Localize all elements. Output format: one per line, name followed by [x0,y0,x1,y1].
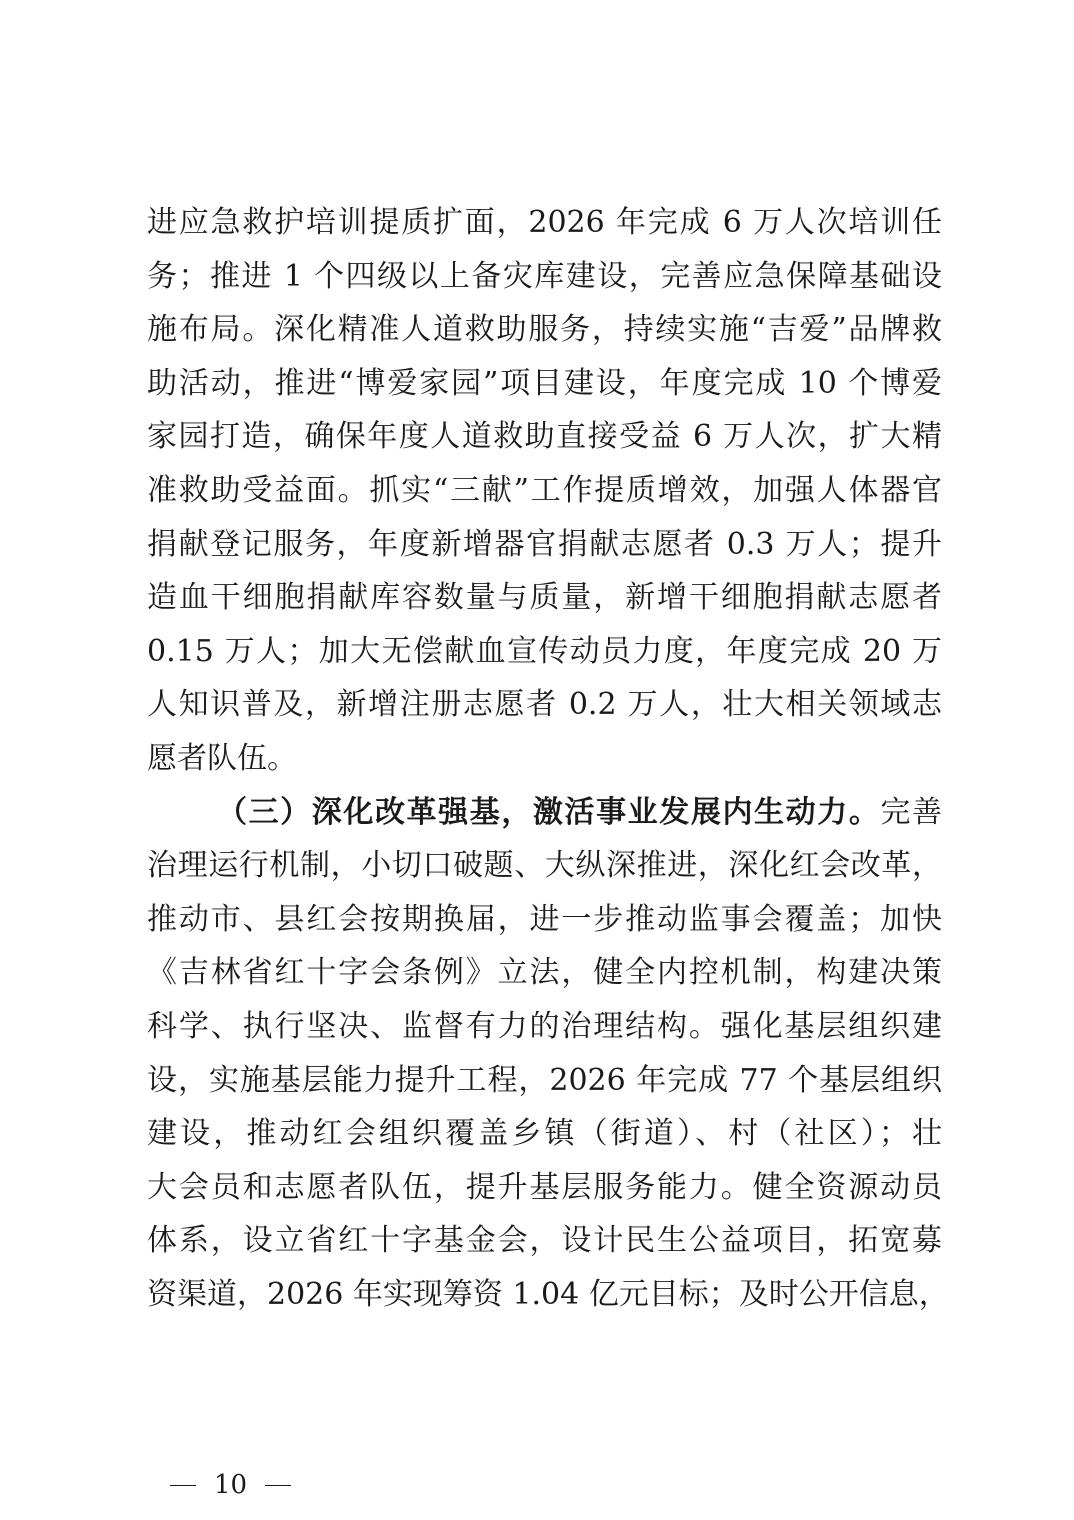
text-line: 捐献登记服务，年度新增器官捐献志愿者 0.3 万人；提升 [147,526,942,562]
text-run: 完善 [880,794,943,830]
text-line: 进应急救护培训提质扩面，2026 年完成 6 万人次培训任 [147,205,942,240]
text-line: 体系，设立省红十字基金会，设计民生公益项目，拓宽募 [147,1223,942,1259]
text-line: 《吉林省红十字会条例》立法，健全内控机制，构建决策 [147,955,942,991]
text-line: 助活动，推进“博爱家园”项目建设，年度完成 10 个博爱 [147,365,942,401]
section-heading-line [147,786,942,840]
page-footer [170,1470,291,1500]
paragraph-reform [147,786,949,1322]
text-line: 大会员和志愿者队伍，提升基层服务能力。健全资源动员 [147,1169,942,1205]
text-line: 资渠道，2026 年实现筹资 1.04 亿元目标；及时公开信息， [147,1276,949,1312]
text-line: 造血干细胞捐献库容数量与质量，新增干细胞捐献志愿者 [147,580,942,616]
body-text [147,196,949,1321]
section-heading: （三）深化改革强基，激活事业发展内生动力。 [217,794,881,830]
dash-right [265,1485,291,1486]
text-line: 人知识普及，新增注册志愿者 0.2 万人，壮大相关领域志 [147,687,942,723]
text-line: 治理运行机制，小切口破题、大纵深推进，深化红会改革， [147,848,942,884]
text-line: 推动市、县红会按期换届，进一步推动监事会覆盖；加快 [147,901,942,937]
text-line: 科学、执行坚决、监督有力的治理结构。强化基层组织建 [147,1008,942,1044]
text-line: 设，实施基层能力提升工程，2026 年完成 77 个基层组织 [147,1062,942,1098]
text-line: 务；推进 1 个四级以上备灾库建设，完善应急保障基础设 [147,258,942,294]
text-line: 建设，推动红会组织覆盖乡镇（街道）、村（社区）；壮 [147,1116,942,1152]
dash-left [170,1485,196,1486]
paragraph-relief-services [147,196,942,786]
page-number: 10 [214,1470,248,1500]
text-line: 0.15 万人；加大无偿献血宣传动员力度，年度完成 20 万 [147,633,942,669]
text-line: 准救助受益面。抓实“三献”工作提质增效，加强人体器官 [147,472,942,508]
text-line: 施布局。深化精准人道救助服务，持续实施“吉爱”品牌救 [147,312,942,348]
text-line: 家园打造，确保年度人道救助直接受益 6 万人次，扩大精 [147,419,942,455]
text-line: 愿者队伍。 [147,740,297,776]
